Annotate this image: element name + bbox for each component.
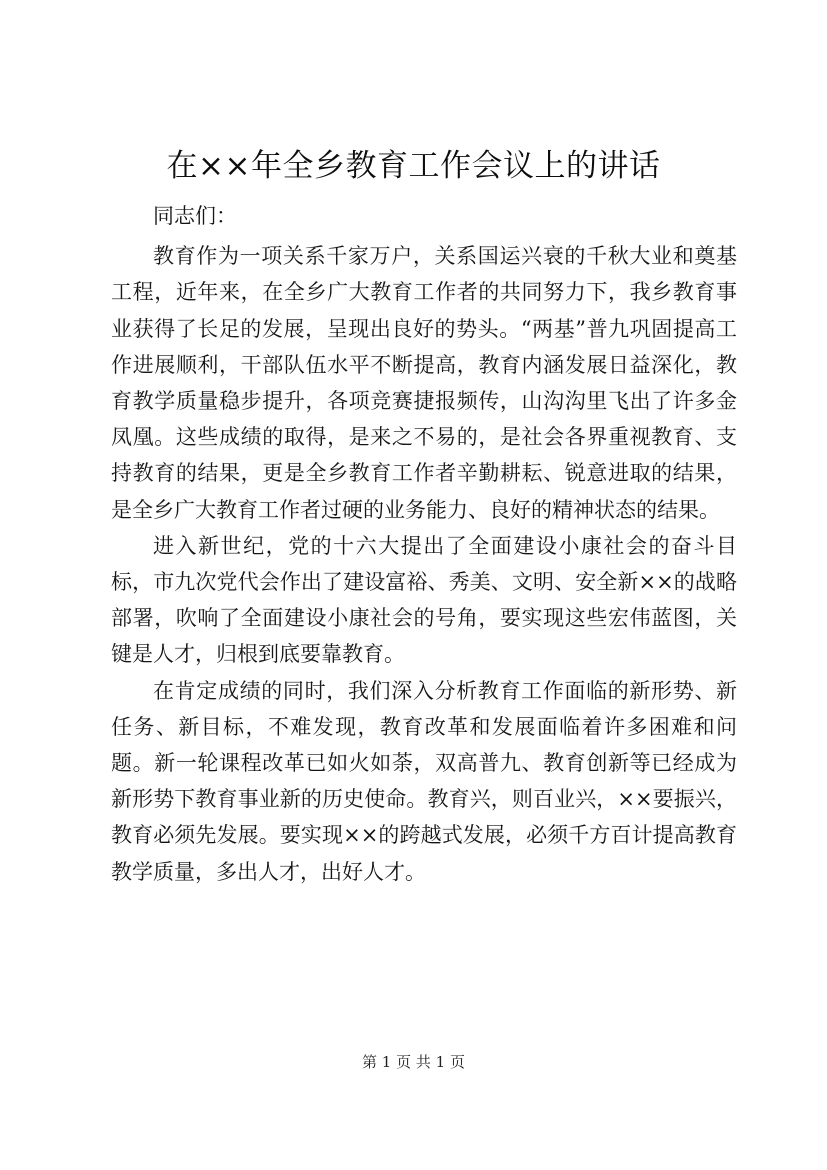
paragraph-2: 进入新世纪，党的十六大提出了全面建设小康社会的奋斗目标，市九次党代会作出了建设富裕、秀美、文明、安全新××的战略部署，吹响了全面建设小康社会的号角，要实现这些宏伟蓝图，关键是人才，归根到底要靠教育。 — [111, 533, 737, 667]
page-footer: 第 1 页 共 1 页 — [362, 1053, 465, 1071]
paragraph-3: 在肯定成绩的同时，我们深入分析教育工作面临的新形势、新任务、新目标，不难发现，教育改革和发展面临着许多困难和问题。新一轮课程改革已如火如荼，双高普九、教育创新等已经成为新形势下教育事业新的历史使命。教育兴，则百业兴，××要振兴，教育必须先发展。要实现××的跨越式发展，必须千方百计提高教育教学质量，多出人才，出好人才。 — [111, 678, 737, 884]
document-title: 在××年全乡教育工作会议上的讲话 — [166, 148, 661, 184]
document-body — [111, 198, 737, 890]
greeting: 同志们： — [153, 204, 237, 228]
paragraph-1: 教育作为一项关系千家万户，关系国运兴衰的千秋大业和奠基工程，近年来，在全乡广大教育工作者的共同努力下，我乡教育事业获得了长足的发展，呈现出良好的势头。“两基”普九巩固提高工作进展顺利，干部队伍水平不断提高，教育内涵发展日益深化，教育教学质量稳步提升，各项竞赛捷报频传，山沟沟里飞出了许多金凤凰。这些成绩的取得，是来之不易的，是社会各界重视教育、支持教育的结果，更是全乡教育工作者辛勤耕耘、锐意进取的结果，是全乡广大教育工作者过硬的业务能力、良好的精神状态的结果。 — [111, 244, 737, 522]
